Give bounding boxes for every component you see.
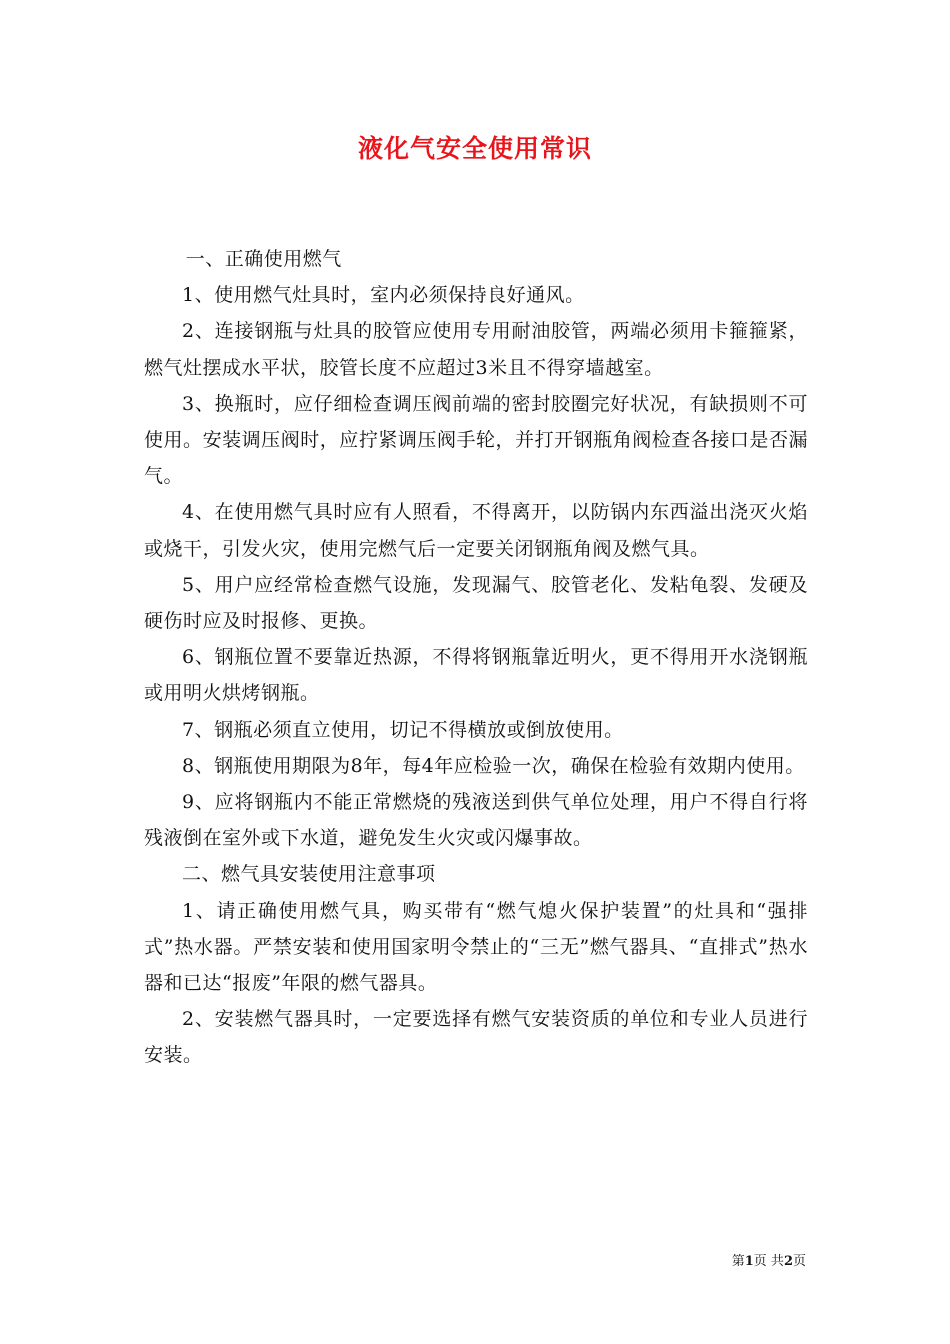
footer-suffix: 页 — [792, 1254, 806, 1269]
section-heading-1: 一、正确使用燃气 — [185, 248, 342, 270]
paragraph-1-1: 1、使用燃气灶具时，室内必须保持良好通风。 — [182, 284, 585, 307]
paragraph-1-9: 9、应将钢瓶内不能正常燃烧的残液送到供气单位处理，用户不得自行将残液倒在室外或下水道，避免发生火灾或闪爆事故。 — [144, 791, 808, 850]
footer-prefix: 第 — [731, 1254, 745, 1269]
footer-total-pages: 2 — [783, 1254, 793, 1269]
paragraph-1-2: 2、连接钢瓶与灶具的胶管应使用专用耐油胶管，两端必须用卡箍箍紧，燃气灶摆成水平状，胶管长度不应超过3米且不得穿墙越室。 — [144, 320, 808, 379]
paragraph-1-6: 6、钢瓶位置不要靠近热源，不得将钢瓶靠近明火，更不得用开水浇钢瓶或用明火烘烤钢瓶。 — [144, 646, 808, 705]
paragraph-1-8: 8、钢瓶使用期限为8年，每4年应检验一次，确保在检验有效期内使用。 — [182, 754, 805, 777]
paragraph-1-3: 3、换瓶时，应仔细检查调压阀前端的密封胶圈完好状况，有缺损则不可使用。安装调压阀时，应拧紧调压阀手轮，并打开钢瓶角阀检查各接口是否漏气。 — [144, 392, 808, 488]
paragraph-2-1: 1、请正确使用燃气具，购买带有“燃气熄火保护装置”的灶具和“强排式”热水器。严禁安装和使用国家明令禁止的“三无”燃气器具、“直排式”热水器和已达“报废”年限的燃气器具。 — [144, 899, 808, 995]
paragraph-2-2: 2、安装燃气器具时，一定要选择有燃气安装资质的单位和专业人员进行安装。 — [144, 1008, 808, 1067]
page-title: 液化气安全使用常识 — [357, 134, 592, 163]
paragraph-1-7: 7、钢瓶必须直立使用，切记不得横放或倒放使用。 — [182, 718, 624, 741]
page-number-footer — [732, 1253, 806, 1271]
footer-middle: 页 共 — [753, 1254, 784, 1269]
footer-current-page: 1 — [744, 1254, 754, 1269]
paragraph-1-5: 5、用户应经常检查燃气设施，发现漏气、胶管老化、发粘龟裂、发硬及硬伤时应及时报修、更换。 — [144, 573, 808, 633]
section-heading-2: 二、燃气具安装使用注意事项 — [182, 863, 436, 886]
document-body — [144, 241, 808, 1074]
paragraph-1-4: 4、在使用燃气具时应有人照看，不得离开，以防锅内东西溢出浇灭火焰或烧干，引发火灾，使用完燃气后一定要关闭钢瓶角阀及燃气具。 — [144, 501, 808, 560]
